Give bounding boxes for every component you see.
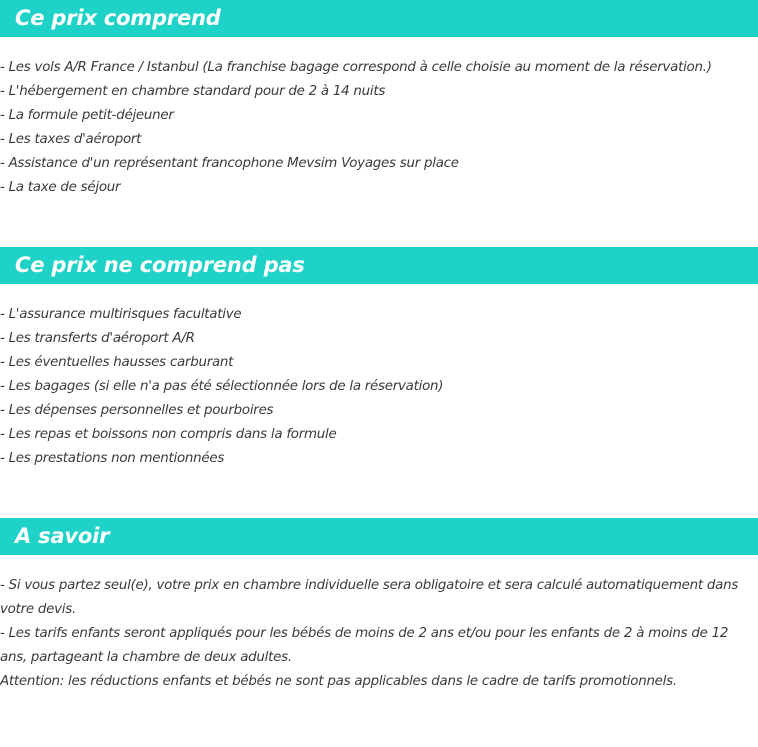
list-item: - Les prestations non mentionnées xyxy=(0,451,225,466)
list-item: - Les vols A/R France / Istanbul (La franchise bagage correspond à celle choisie au moment de la réservation.) xyxy=(0,60,712,75)
list-item: - Les dépenses personnelles et pourboires xyxy=(0,403,274,418)
section-title-good-to-know: A savoir xyxy=(0,518,758,555)
list-item: - Les taxes d'aéroport xyxy=(0,132,142,147)
section-title-price-excludes: Ce prix ne comprend pas xyxy=(0,247,758,284)
list-item: - La formule petit-déjeuner xyxy=(0,108,174,123)
list-item: - Les transferts d'aéroport A/R xyxy=(0,331,195,346)
list-item: - Les bagages (si elle n'a pas été sélectionnée lors de la réservation) xyxy=(0,379,444,394)
list-item: - Les repas et boissons non compris dans la formule xyxy=(0,427,337,442)
section-title-price-includes: Ce prix comprend xyxy=(0,0,758,37)
info-paragraph: - Les tarifs enfants seront appliqués pour les bébés de moins de 2 ans et/ou pour les enfants de 2 à moins de 12 ans, partageant la chambre de deux adultes. xyxy=(0,626,729,665)
info-paragraph: Attention: les réductions enfants et bébés ne sont pas applicables dans le cadre de tarifs promotionnels. xyxy=(0,674,677,689)
price-includes-list xyxy=(0,37,758,200)
section-price-excludes xyxy=(0,247,758,471)
section-price-includes xyxy=(0,0,758,200)
list-item: - La taxe de séjour xyxy=(0,180,121,195)
good-to-know-text xyxy=(0,555,758,694)
info-paragraph: - Si vous partez seul(e), votre prix en chambre individuelle sera obligatoire et sera calculé automatiquement dans votre devis. xyxy=(0,578,739,617)
section-good-to-know xyxy=(0,518,758,694)
list-item: - L'assurance multirisques facultative xyxy=(0,307,242,322)
list-item: - Assistance d'un représentant francophone Mevsim Voyages sur place xyxy=(0,156,459,171)
list-item: - L'hébergement en chambre standard pour de 2 à 14 nuits xyxy=(0,84,386,99)
list-item: - Les éventuelles hausses carburant xyxy=(0,355,234,370)
price-excludes-list xyxy=(0,284,758,471)
